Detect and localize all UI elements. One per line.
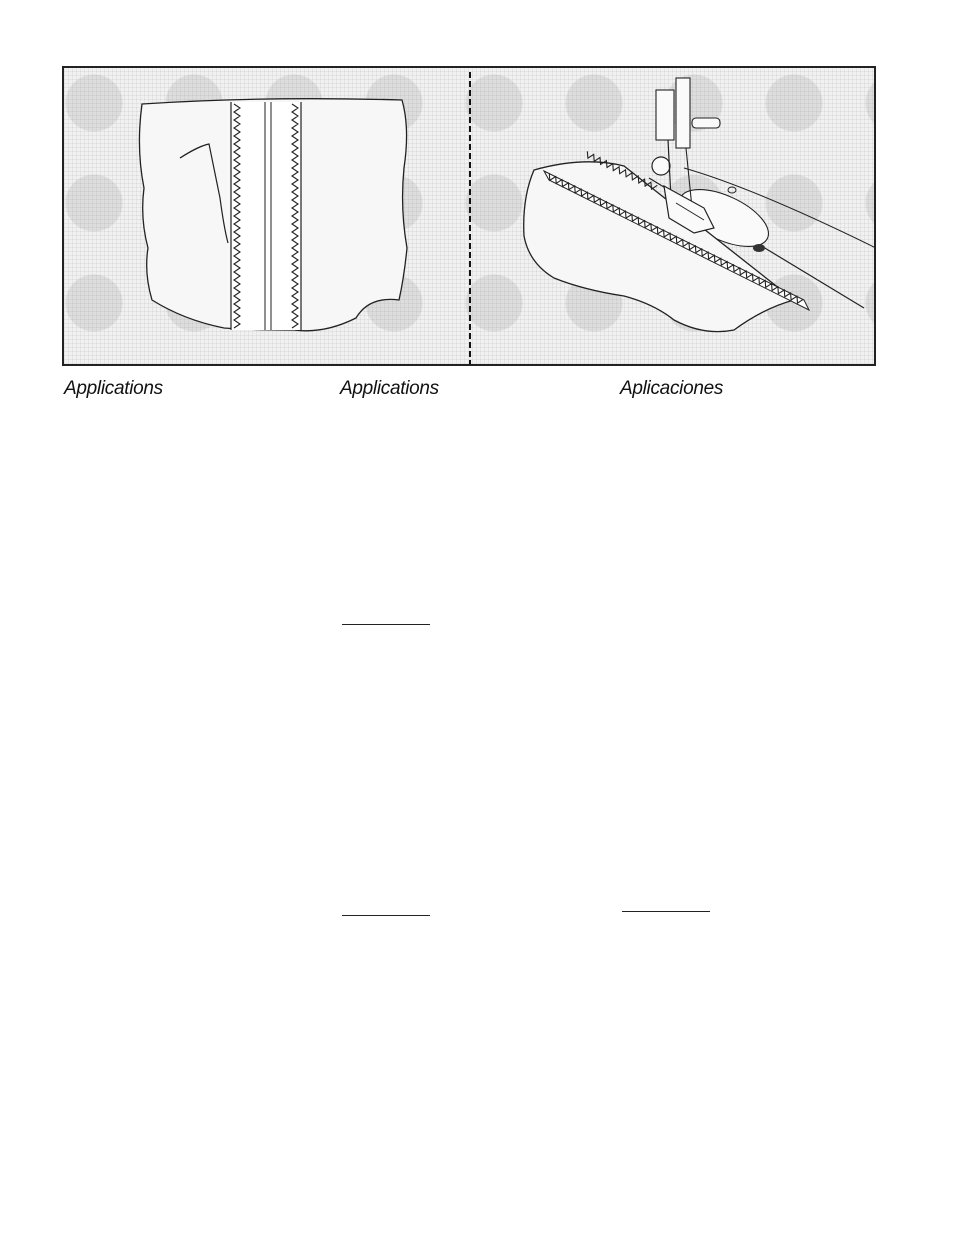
needle-bar [656, 90, 674, 140]
underline-rule-1 [342, 624, 430, 625]
right-panel-illustration [524, 78, 876, 332]
seam-strip [231, 102, 301, 330]
caption-french: Applications [340, 378, 439, 399]
caption-spanish: Aplicaciones [620, 378, 724, 399]
foot-screw [652, 157, 670, 175]
illustration-svg [64, 68, 876, 366]
plate-screw [753, 244, 765, 252]
caption-english: Applications [64, 378, 163, 399]
underline-rule-2 [342, 915, 430, 916]
underline-rule-3 [622, 911, 710, 912]
thumb-screw [692, 118, 720, 128]
illustration-figure [62, 66, 876, 366]
presser-bar [676, 78, 690, 148]
left-panel-illustration [139, 99, 407, 331]
